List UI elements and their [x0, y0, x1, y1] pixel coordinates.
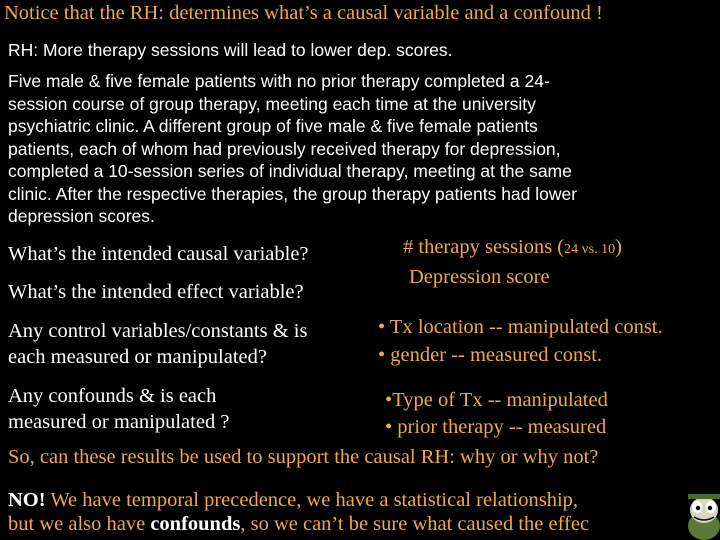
- research-hypothesis: RH: More therapy sessions will lead to lower dep. scores.: [8, 40, 453, 60]
- answer-control-variables: [378, 313, 663, 369]
- question-line: each measured or manipulated?: [8, 346, 267, 368]
- answer-line: •Type of Tx -- manipulated: [385, 389, 608, 411]
- answer-causal-detail: 24 vs. 10: [564, 242, 616, 257]
- paragraph-line: depression scores.: [8, 206, 155, 226]
- paragraph-line: session course of group therapy, meeting each time at the university: [8, 93, 536, 114]
- conclusion-line-2: [8, 512, 589, 536]
- answer-causal-close: ): [615, 236, 622, 258]
- answer-causal-variable: [403, 236, 622, 259]
- question-confounds: [8, 383, 229, 435]
- scenario-paragraph: [8, 70, 714, 228]
- paragraph-line: completed a 10-session series of individual therapy, meeting at the same: [8, 161, 572, 181]
- so-question: So, can these results be used to support the causal RH: why or why not?: [8, 446, 599, 468]
- answer-line: • gender -- measured const.: [378, 344, 603, 366]
- answer-confounds: [385, 387, 608, 441]
- answer-causal-main: # therapy sessions (: [403, 236, 565, 258]
- answer-line: • prior therapy -- measured: [385, 416, 607, 438]
- paragraph-line: clinic. After the respective therapies, the group therapy patients had lower: [8, 183, 578, 204]
- cartoon-character-icon: [682, 492, 720, 540]
- question-control-variables: [8, 318, 307, 370]
- question-line: Any control variables/constants & is: [8, 320, 308, 342]
- question-line: measured or manipulated ?: [8, 411, 230, 433]
- question-effect-variable: What’s the intended effect variable?: [8, 281, 304, 303]
- paragraph-line: patients, each of whom had previously received therapy for depression,: [8, 138, 561, 159]
- answer-effect-variable: Depression score: [409, 266, 550, 288]
- conclusion-line-1: [8, 488, 589, 512]
- answer-line: • Tx location -- manipulated const.: [378, 316, 663, 338]
- conclusion-confounds-word: confounds: [150, 513, 241, 535]
- question-causal-variable: What’s the intended causal variable?: [8, 243, 309, 265]
- conclusion-line-1-rest: We have temporal precedence, we have a statistical relationship,: [45, 489, 579, 511]
- question-line: Any confounds & is each: [8, 385, 217, 407]
- slide-title: Notice that the RH: determines what’s a causal variable and a confound !: [4, 2, 603, 24]
- conclusion-line-2-pre: but we also have: [8, 513, 151, 535]
- conclusion-line-2-post: , so we can’t be sure what caused the effec: [240, 513, 590, 535]
- paragraph-line: psychiatric clinic. A different group of five male & five female patients: [8, 116, 538, 136]
- conclusion: [8, 488, 589, 536]
- conclusion-no: NO!: [8, 489, 46, 511]
- paragraph-line: Five male & five female patients with no prior therapy completed a 24-: [8, 71, 550, 91]
